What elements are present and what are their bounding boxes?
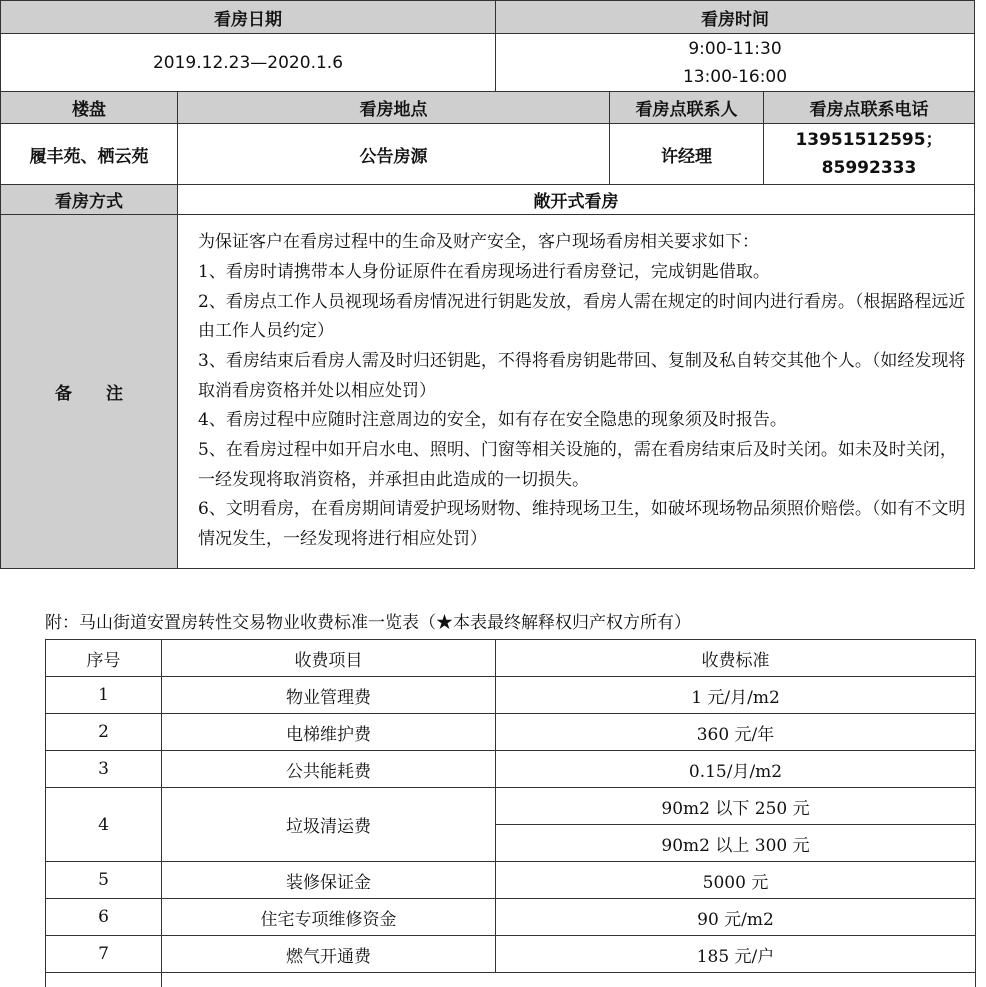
viewing-date-value: 2019.12.23—2020.1.6 xyxy=(1,34,496,92)
fee-no: 4 xyxy=(46,788,162,862)
phone-header: 看房点联系电话 xyxy=(764,92,975,124)
fee-table-caption: 附：马山街道安置房转性交易物业收费标准一览表（★本表最终解释权归产权方所有） xyxy=(45,608,691,633)
notes-item-4: 4、看房过程中应随时注意周边的安全，如有存在安全隐患的现象须及时报告。 xyxy=(198,406,968,436)
table-row xyxy=(46,788,976,825)
contact-value: 许经理 xyxy=(610,124,764,185)
table-row xyxy=(46,936,976,973)
method-value: 敞开式看房 xyxy=(178,185,975,215)
fee-standard: 0.15/月/m2 xyxy=(496,751,976,788)
fee-header-item: 收费项目 xyxy=(162,640,496,677)
table-row xyxy=(46,862,976,899)
table-row xyxy=(46,751,976,788)
fee-no: 6 xyxy=(46,899,162,936)
notes-label: 备 注 xyxy=(1,215,178,569)
notes-content xyxy=(178,215,975,569)
fee-standard: 1 元/月/m2 xyxy=(496,677,976,714)
fee-no: 7 xyxy=(46,936,162,973)
estate-value: 履丰苑、栖云苑 xyxy=(1,124,178,185)
fee-item: 电梯维护费 xyxy=(162,714,496,751)
fee-standard: 185 元/户 xyxy=(496,936,976,973)
location-value: 公告房源 xyxy=(178,124,610,185)
viewing-time-afternoon: 13:00-16:00 xyxy=(496,63,974,91)
contact-header: 看房点联系人 xyxy=(610,92,764,124)
phone-number-2: 85992333 xyxy=(764,154,974,182)
viewing-time-header: 看房时间 xyxy=(496,1,975,34)
fee-header-no: 序号 xyxy=(46,640,162,677)
location-header: 看房地点 xyxy=(178,92,610,124)
fee-no: 1 xyxy=(46,677,162,714)
viewing-time-value xyxy=(496,34,975,92)
fee-header-standard: 收费标准 xyxy=(496,640,976,677)
table-row xyxy=(46,899,976,936)
viewing-date-header: 看房日期 xyxy=(1,1,496,34)
fee-item: 住宅专项维修资金 xyxy=(162,899,496,936)
fee-item: 物业管理费 xyxy=(162,677,496,714)
fee-item: 公共能耗费 xyxy=(162,751,496,788)
fee-no: 2 xyxy=(46,714,162,751)
fee-item: 燃气开通费 xyxy=(162,936,496,973)
fee-standard: 360 元/年 xyxy=(496,714,976,751)
phone-number-1: 13951512595； xyxy=(764,126,974,154)
table-row xyxy=(46,714,976,751)
notes-item-1: 1、看房时请携带本人身份证原件在看房现场进行看房登记，完成钥匙借取。 xyxy=(198,258,968,288)
notes-item-2: 2、看房点工作人员视现场看房情况进行钥匙发放，看房人需在规定的时间内进行看房。（根据路程远近由工作人员约定） xyxy=(198,288,968,347)
fee-item: 垃圾清运费 xyxy=(162,788,496,862)
phone-value xyxy=(764,124,975,185)
method-label: 看房方式 xyxy=(1,185,178,215)
notes-item-3: 3、看房结束后看房人需及时归还钥匙，不得将看房钥匙带回、复制及私自转交其他个人。（如经发现将取消看房资格并处以相应处罚） xyxy=(198,347,968,406)
estate-header: 楼盘 xyxy=(1,92,178,124)
fee-standard-table xyxy=(45,639,976,987)
fee-no: 5 xyxy=(46,862,162,899)
fee-no: 3 xyxy=(46,751,162,788)
fee-standard: 90 元/m2 xyxy=(496,899,976,936)
fee-standard-alt: 90m2 以上 300 元 xyxy=(496,825,976,862)
notes-item-5: 5、在看房过程中如开启水电、照明、门窗等相关设施的，需在看房结束后及时关闭。如未及时关闭，一经发现将取消资格，并承担由此造成的一切损失。 xyxy=(198,436,968,495)
viewing-time-morning: 9:00-11:30 xyxy=(496,35,974,63)
fee-standard: 90m2 以下 250 元 xyxy=(496,788,976,825)
notes-intro: 为保证客户在看房过程中的生命及财产安全，客户现场看房相关要求如下： xyxy=(198,228,968,258)
table-row xyxy=(46,677,976,714)
notes-item-6: 6、文明看房，在看房期间请爱护现场财物、维持现场卫生，如破坏现场物品须照价赔偿。（如有不文明情况发生，一经发现将进行相应处罚） xyxy=(198,495,968,554)
fee-standard: 5000 元 xyxy=(496,862,976,899)
fee-item: 装修保证金 xyxy=(162,862,496,899)
